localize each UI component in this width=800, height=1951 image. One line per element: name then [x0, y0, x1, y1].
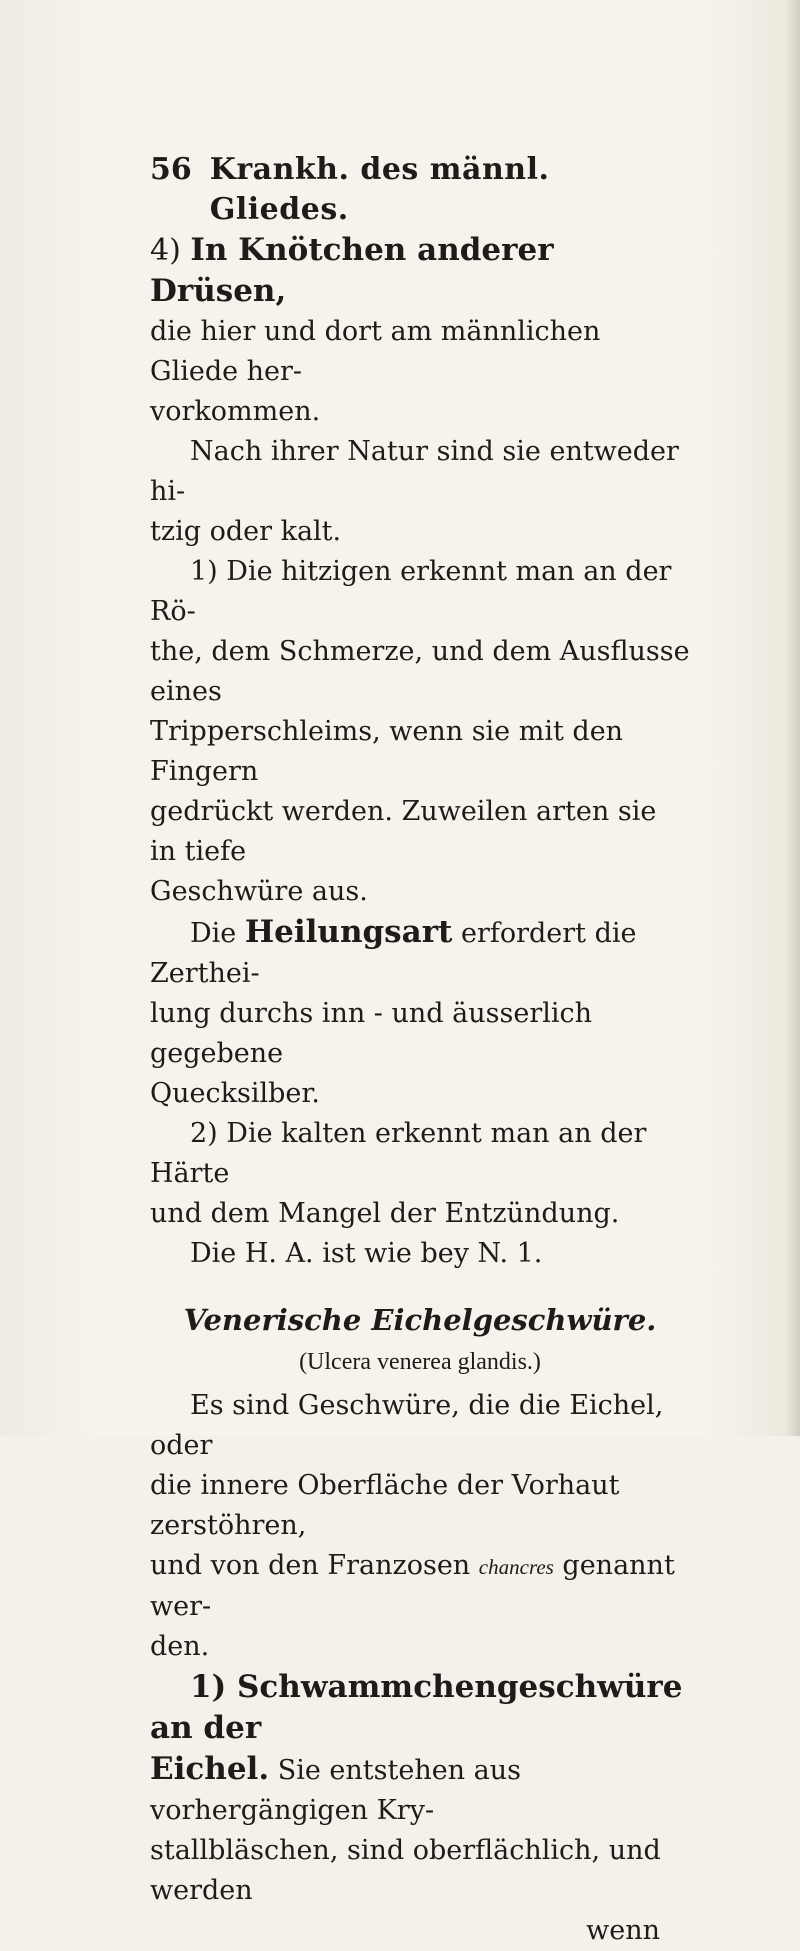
eichel-term: Eichel. — [150, 1751, 270, 1787]
page-number: 56 — [150, 152, 192, 187]
text-block — [150, 150, 690, 1951]
item-heading-text: In Knötchen anderer Drüsen, — [150, 232, 554, 309]
text-line: die hier und dort am männlichen Gliede her- — [150, 316, 601, 387]
catchword: wenn — [586, 1915, 660, 1946]
chancres-term: chancres — [478, 1555, 554, 1579]
text-line: Es sind Geschwüre, die die Eichel, oder — [150, 1390, 664, 1461]
text-line: lung durchs inn - und äusserlich gegebene — [150, 998, 593, 1069]
page-edge-shadow — [786, 0, 800, 1436]
text-line: vorkommen. — [150, 396, 321, 427]
text-fragment: erfordert die Zerthei- — [150, 918, 637, 989]
text-line: und dem Mangel der Entzündung. — [150, 1198, 620, 1229]
running-title: Krankh. des männl. Gliedes. — [209, 152, 550, 227]
text-line: tzig oder kalt. — [150, 516, 342, 547]
page-header — [150, 150, 690, 230]
text-line: gedrückt werden. Zuweilen arten sie in tiefe — [150, 796, 657, 867]
text-fragment: genannt wer- — [150, 1550, 675, 1622]
subheading-text: 1) Schwammchengeschwüre an der — [150, 1669, 683, 1746]
text-fragment: Die — [190, 918, 237, 949]
heilungsart-line — [150, 912, 690, 994]
text-line: den. — [150, 1631, 210, 1662]
text-line: stallbläschen, sind oberflächlich, und werden — [150, 1835, 661, 1906]
text-line: Die H. A. ist wie bey N. 1. — [190, 1238, 543, 1269]
item-number: 4) — [150, 233, 181, 268]
text-line: Geschwüre aus. — [150, 876, 368, 907]
item-heading-4 — [150, 230, 690, 312]
text-line: the, dem Schmerze, und dem Ausflusse eines — [150, 636, 690, 707]
section-title: Venerische Eichelgeschwüre. — [183, 1303, 657, 1337]
eichel-line — [150, 1749, 690, 1831]
heilungsart-term: Heilungsart — [244, 914, 453, 950]
text-fragment: Sie entstehen aus vorhergängigen Kry- — [150, 1755, 521, 1826]
text-line: 2) Die kalten erkennt man an der Härte — [150, 1118, 647, 1189]
text-fragment: und von den Franzosen — [150, 1550, 471, 1581]
text-line: Quecksilber. — [150, 1078, 320, 1109]
text-line: Nach ihrer Natur sind sie entweder hi- — [150, 436, 679, 507]
text-line: 1) Die hitzigen erkennt man an der Rö- — [150, 556, 672, 627]
text-line: Tripperschleims, wenn sie mit den Fingern — [150, 716, 624, 787]
chancres-line — [150, 1546, 690, 1627]
latin-subtitle: (Ulcera venerea glandis.) — [299, 1349, 541, 1375]
text-line: die innere Oberfläche der Vorhaut zerstöhren, — [150, 1470, 620, 1541]
subheading-line — [150, 1667, 690, 1749]
